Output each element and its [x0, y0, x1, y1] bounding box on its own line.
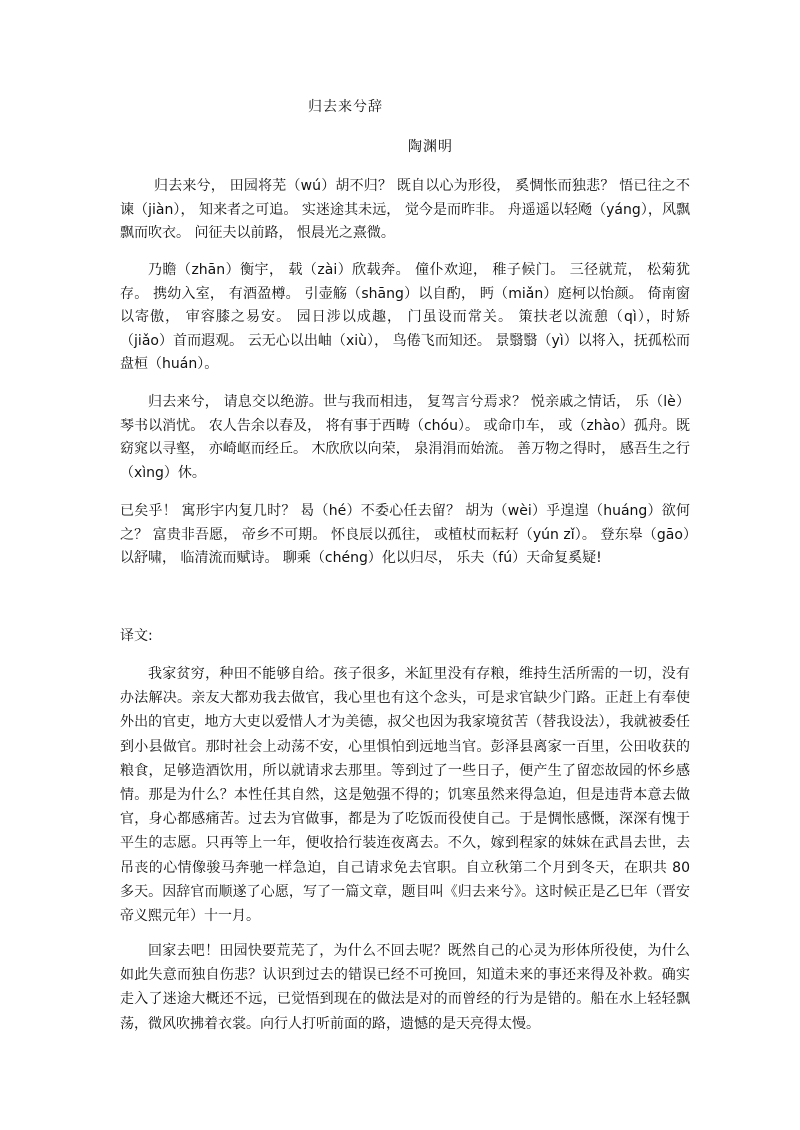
poem-title: 归去来兮辞: [308, 99, 383, 115]
poem-stanza-2: 乃瞻（zhān）衡宇， 载（zài）欣载奔。 僮仆欢迎， 稚子候门。 三径就荒， 松菊犹存。 携幼入室， 有酒盈樽。 引壶觞（shāng）以自酌， 眄（miǎn）庭柯以怡颜。 倚南窗以寄傲， 审容膝之易安。 园日涉以成趣， 门虽设而常关。 策扶老以流憩（qì），时矫（jiǎo）首而遐观。 云无心以出岫（xiù）， 鸟倦飞而知还。 景翳翳（yì）以将入，抚孤松而盘桓（huán）。: [120, 262, 690, 372]
translation-label: 译文:: [120, 628, 153, 644]
translation-paragraph-2: 回家去吧！田园快要荒芜了，为什么不回去呢？既然自己的心灵为形体所役使，为什么如此失意而独自伤悲？认识到过去的错误已经不可挽回，知道未来的事还来得及补救。确实走入了迷途大概还不远，已觉悟到现在的做法是对的而曾经的行为是错的。船在水上轻轻飘荡，微风吹拂着衣裳。向行人打听前面的路，遗憾的是天亮得太慢。: [120, 943, 690, 1032]
poem-stanza-3: 归去来兮， 请息交以绝游。世与我而相违， 复驾言兮焉求？ 悦亲戚之情话， 乐（lè）琴书以消忧。 农人告余以春及， 将有事于西畴（chóu）。 或命巾车， 或（zhào）孤舟。既窈窕以寻壑， 亦崎岖而经丘。 木欣欣以向荣， 泉涓涓而始流。 善万物之得时， 感吾生之行（xìng）休。: [120, 394, 690, 481]
poem-author: 陶渊明: [408, 139, 453, 155]
translation-paragraph-1: 我家贫穷，种田不能够自给。孩子很多，米缸里没有存粮，维持生活所需的一切，没有办法解决。亲友大都劝我去做官，我心里也有这个念头，可是求官缺少门路。正赶上有奉使外出的官吏，地方大吏以爱惜人才为美德，叔父也因为我家境贫苦（替我设法），我就被委任到小县做官。那时社会上动荡不安，心里惧怕到远地当官。彭泽县离家一百里，公田收获的粮食，足够造酒饮用，所以就请求去那里。等到过了一些日子，便产生了留恋故园的怀乡感情。那是为什么？本性任其自然，这是勉强不得的；饥寒虽然来得急迫，但是违背本意去做官，身心都感痛苦。过去为官做事，都是为了吃饭而役使自己。于是惆怅感慨，深深有愧于平生的志愿。只再等上一年，便收拾行装连夜离去。不久，嫁到程家的妹妹在武昌去世，去吊丧的心情像骏马奔驰一样急迫，自己请求免去官职。自立秋第二个月到冬天，在职共 80 多天。因辞官而顺遂了心愿，写了一篇文章，题目叫《归去来兮》。这时候正是乙巳年（晋安帝义熙元年）十一月。: [120, 666, 690, 925]
poem-stanza-4: 已矣乎！ 寓形宇内复几时？ 曷（hé）不委心任去留？ 胡为（wèi）乎遑遑（huáng）欲何之？ 富贵非吾愿， 帝乡不可期。 怀良辰以孤往， 或植杖而耘耔（yún zǐ）。 登东皋（gāo）以舒啸， 临清流而赋诗。 聊乘（chéng）化以归尽， 乐夫（fú）天命复奚疑!: [120, 503, 690, 566]
poem-stanza-1: 归去来兮， 田园将芜（wú）胡不归？ 既自以心为形役， 奚惆怅而独悲？ 悟已往之不谏（jiàn）， 知来者之可追。 实迷途其未远， 觉今是而昨非。 舟遥遥以轻飏（yáng），风飘飘而吹衣。 问征夫以前路， 恨晨光之熹微。: [120, 178, 690, 241]
